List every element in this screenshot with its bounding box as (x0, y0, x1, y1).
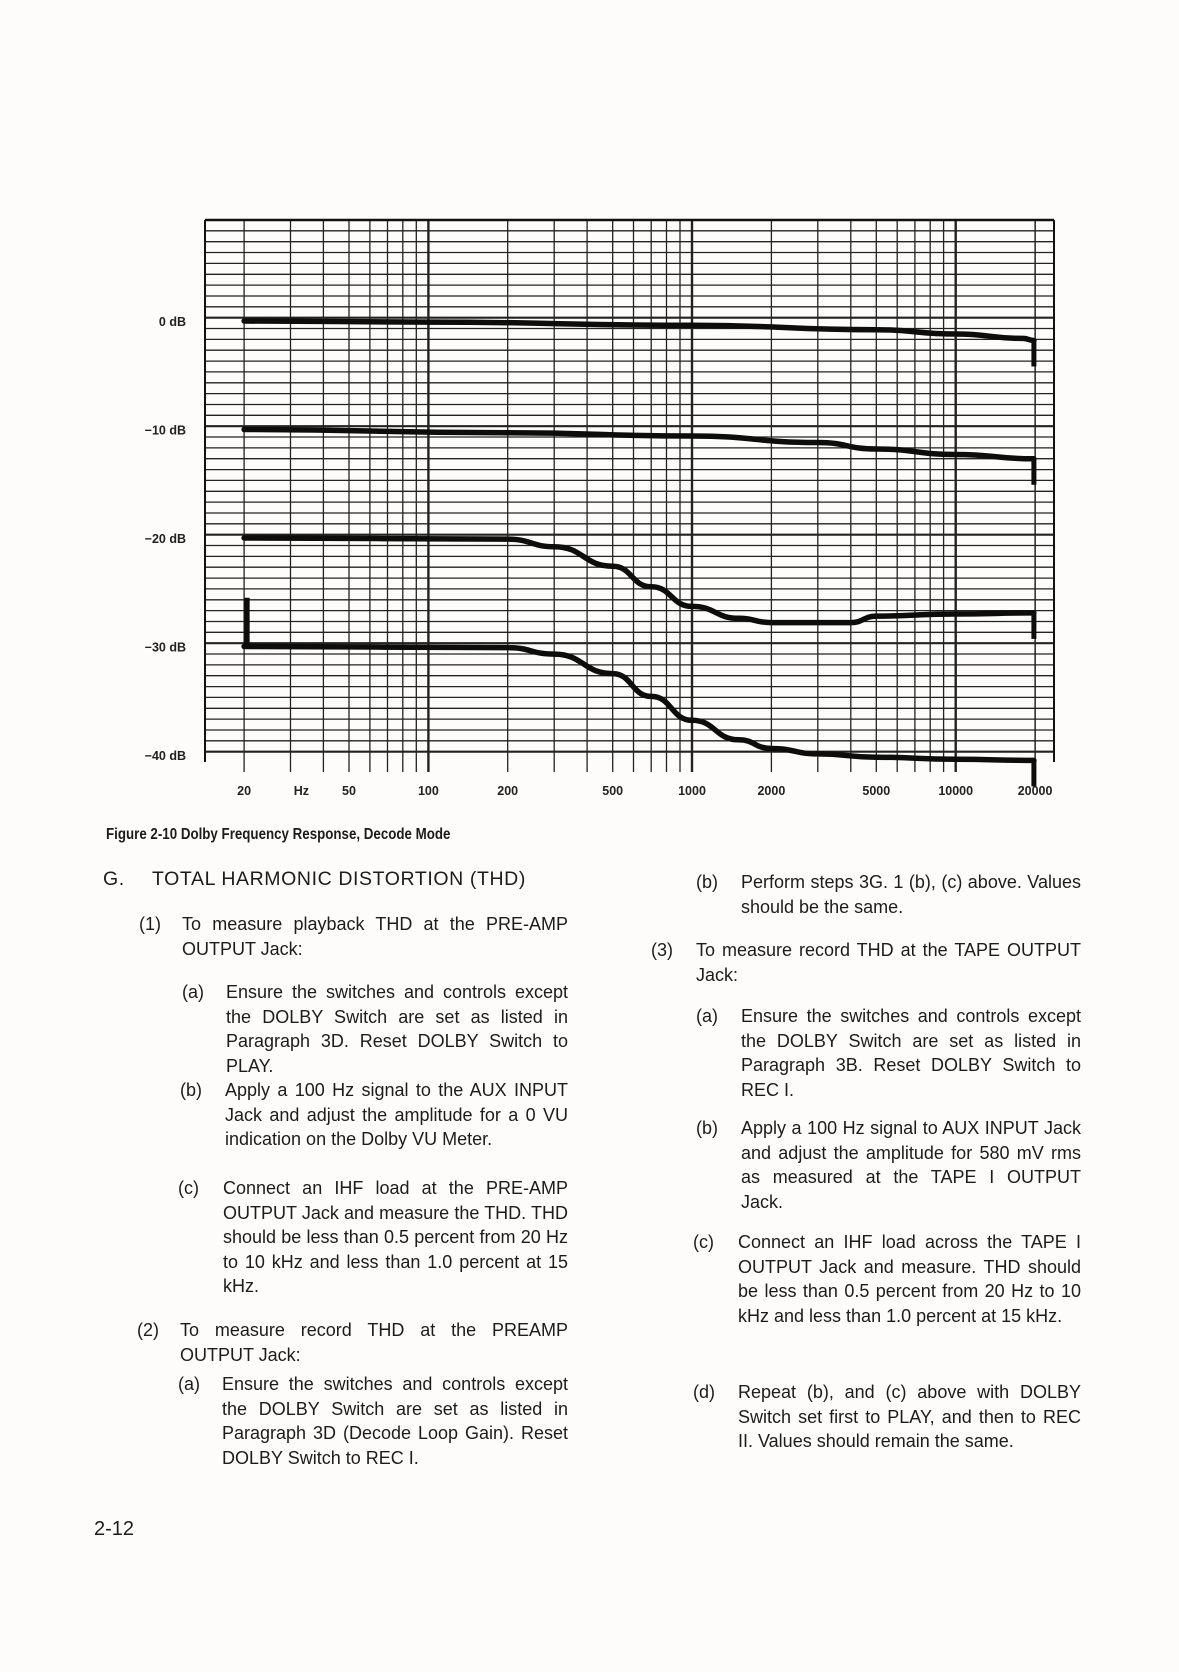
y-tick-label: −10 dB (144, 423, 186, 438)
step-3-label: (3) (651, 940, 673, 960)
step-1a-text: Ensure the switches and controls except the DOLBY Switch are set as listed in Paragraph 3D. Reset DOLBY Switch to PLAY. (226, 982, 568, 1076)
step-3a-text: Ensure the switches and controls except the DOLBY Switch are set as listed in Paragraph 3B. Reset DOLBY Switch to REC I. (741, 1006, 1081, 1100)
x-tick-label: 20 (237, 784, 252, 798)
step-3-text: To measure record THD at the TAPE OUTPUT Jack: (696, 940, 1081, 985)
y-tick-label: 0 dB (158, 315, 186, 329)
step-3d-text: Repeat (b), and (c) above with DOLBY Switch set first to PLAY, and then to REC II. Values should remain the same. (738, 1382, 1081, 1451)
y-tick-label: −30 dB (144, 640, 186, 655)
step-3b-label: (b) (696, 1118, 718, 1138)
step-1b-label: (b) (180, 1080, 202, 1100)
step-3d-label: (d) (693, 1382, 715, 1402)
x-tick-label: 100 (417, 784, 439, 798)
step-1c-text: Connect an IHF load at the PRE-AMP OUTPUT Jack and measure the THD. THD should be less than 0.5 percent from 20 Hz to 10 kHz and less than 1.0 percent at 15 kHz. (223, 1178, 568, 1296)
x-tick-label: 500 (602, 784, 624, 798)
frequency-response-chart (0, 0, 1179, 830)
step-2-label: (2) (137, 1320, 159, 1340)
y-tick-label: −20 dB (144, 532, 186, 546)
step-2b-label: (b) (696, 872, 718, 892)
chart-grid (205, 220, 1054, 772)
x-tick-label: 5000 (862, 784, 891, 798)
step-2b-text: Perform steps 3G. 1 (b), (c) above. Values should be the same. (741, 872, 1081, 917)
step-3c-label: (c) (693, 1232, 714, 1252)
figure-caption: Figure 2-10 Dolby Frequency Response, Decode Mode (106, 826, 451, 843)
section-letter: G. (103, 868, 125, 890)
page-number: 2-12 (94, 1518, 135, 1540)
step-2a-label: (a) (178, 1374, 200, 1394)
step-3a-label: (a) (696, 1006, 718, 1026)
step-1-text: To measure playback THD at the PRE-AMP OUTPUT Jack: (182, 914, 568, 959)
section-title: TOTAL HARMONIC DISTORTION (THD) (152, 868, 526, 890)
y-tick-label: −40 dB (144, 749, 186, 763)
step-1c-label: (c) (178, 1178, 199, 1198)
step-1-label: (1) (139, 914, 161, 934)
step-3b-text: Apply a 100 Hz signal to AUX INPUT Jack and adjust the amplitude for 580 mV rms as measured at the TAPE I OUTPUT Jack. (741, 1118, 1081, 1212)
x-tick-label: 2000 (757, 784, 786, 798)
x-tick-label: 50 (342, 784, 356, 798)
x-tick-label: 10000 (938, 784, 974, 798)
step-2-text: To measure record THD at the PREAMP OUTPUT Jack: (180, 1320, 568, 1365)
step-1a-label: (a) (182, 982, 204, 1002)
x-axis-labels (237, 784, 1052, 798)
x-tick-label: Hz (293, 784, 310, 798)
step-2a-text: Ensure the switches and controls except the DOLBY Switch are set as listed in Paragraph 3D (Decode Loop Gain). Reset DOLBY Switch to REC I. (222, 1374, 568, 1468)
y-axis-labels (145, 315, 186, 763)
step-3c-text: Connect an IHF load across the TAPE I OUTPUT Jack and measure. THD should be less than 0.5 percent from 20 Hz to 10 kHz and less than 1.0 percent at 15 kHz. (738, 1232, 1081, 1326)
step-1b-text: Apply a 100 Hz signal to the AUX INPUT Jack and adjust the amplitude for a 0 VU indication on the Dolby VU Meter. (225, 1080, 568, 1149)
x-tick-label: 200 (497, 784, 519, 798)
x-tick-label: 1000 (678, 784, 706, 798)
x-tick-label: 20000 (1017, 784, 1053, 798)
